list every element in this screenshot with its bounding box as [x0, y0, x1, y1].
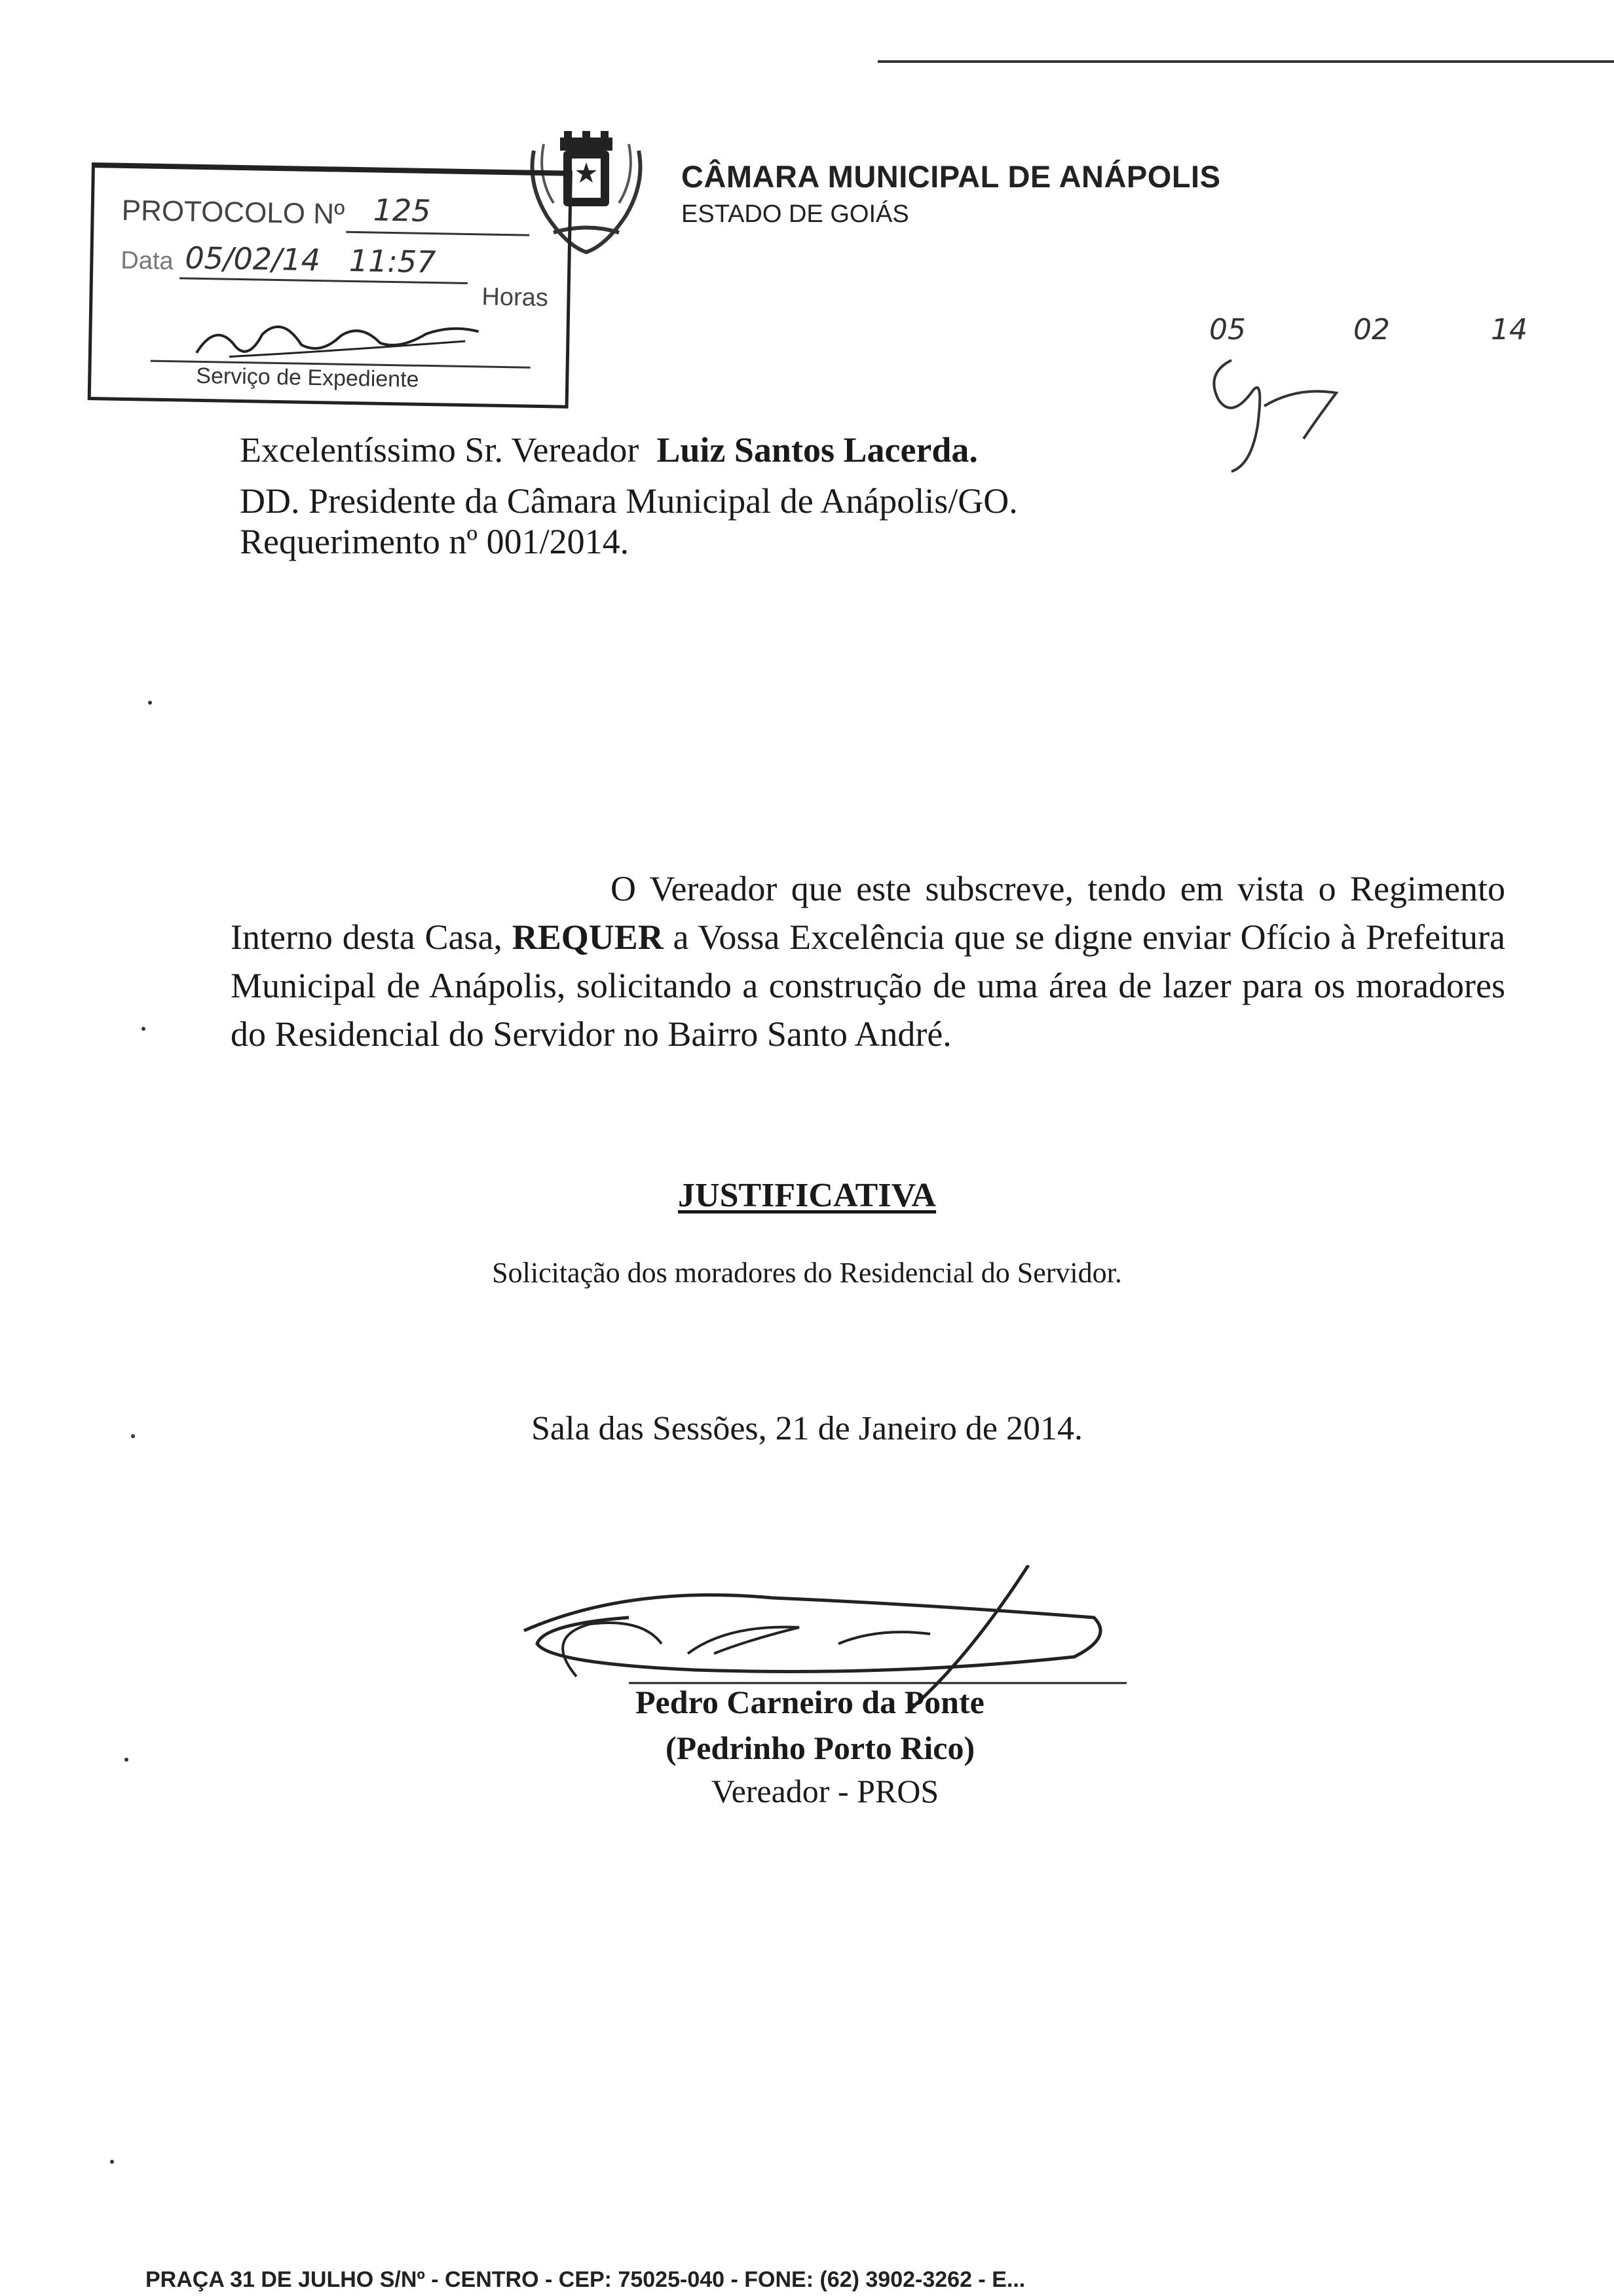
- protocol-line: [346, 231, 529, 236]
- justification-heading: JUSTIFICATIVA: [678, 1177, 936, 1214]
- handwritten-initials-icon: [1205, 347, 1362, 478]
- addressee-line-1: Excelentíssimo Sr. Vereador Luiz Santos Lacerda.: [240, 430, 978, 470]
- scan-speck: [131, 1434, 135, 1438]
- hours-label: Horas: [481, 283, 549, 312]
- request-paragraph: O Vereador que este subscreve, tendo em vista o Regimento Interno desta Casa, REQUER a Vossa Excelência que se digne enviar Ofício à Prefeitura Municipal de Anápolis, solicitando a construção de uma área de lazer para os moradores do Residencial do Servidor no Bairro Santo André.: [231, 869, 1506, 1054]
- service-label: Serviço de Expediente: [196, 363, 419, 392]
- signatory-role: Vereador - PROS: [711, 1773, 939, 1809]
- handwritten-month: 02: [1353, 313, 1390, 346]
- header-subtitle: ESTADO DE GOIÁS: [681, 200, 909, 228]
- place-date: Sala das Sessões, 21 de Janeiro de 2014.: [531, 1410, 1083, 1447]
- date-label: Data: [121, 246, 174, 276]
- protocol-number: 125: [373, 192, 432, 229]
- addressee-line-3: Requerimento nº 001/2014.: [240, 522, 629, 561]
- scan-speck: [110, 2160, 114, 2164]
- handwritten-day: 05: [1209, 313, 1246, 346]
- scan-speck: [124, 1758, 128, 1762]
- scan-speck: [141, 1027, 145, 1031]
- signatory-name: Pedro Carneiro da Ponte: [635, 1684, 985, 1720]
- scan-speck: [148, 701, 152, 705]
- stamp-date: 05/02/14 11:57: [185, 240, 436, 280]
- protocol-label: PROTOCOLO Nº: [121, 194, 345, 231]
- handwritten-year: 14: [1491, 313, 1528, 346]
- protocol-stamp: [88, 162, 572, 409]
- addressee-line-2: DD. Presidente da Câmara Municipal de Anápolis/GO.: [240, 481, 1018, 521]
- footer-address: PRAÇA 31 DE JULHO S/Nº - CENTRO - CEP: 75025-040 - FONE: (62) 3902-3262 - E...: [145, 2267, 1026, 2292]
- justification-text: Solicitação dos moradores do Residencial do Servidor.: [492, 1257, 1122, 1289]
- header-title: CÂMARA MUNICIPAL DE ANÁPOLIS: [681, 159, 1221, 194]
- signatory-nickname: (Pedrinho Porto Rico): [666, 1730, 975, 1766]
- top-rule: [878, 60, 1614, 63]
